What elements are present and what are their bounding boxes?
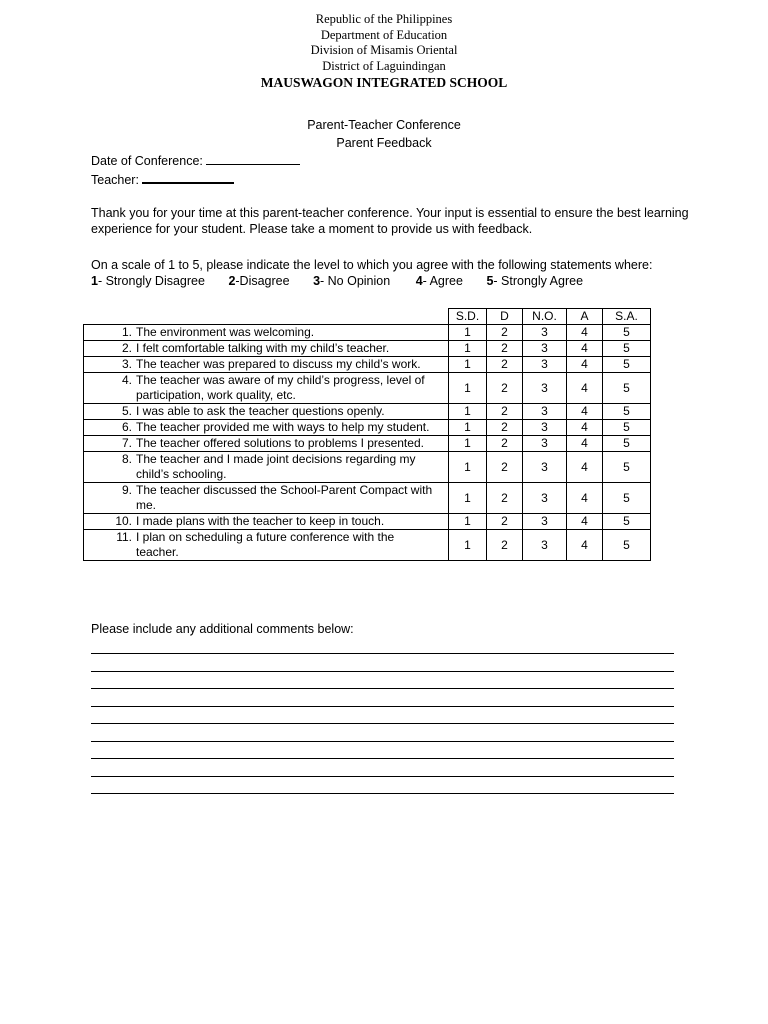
rating-option[interactable]: 5	[603, 483, 651, 514]
rating-option[interactable]: 4	[567, 530, 603, 561]
rating-option[interactable]: 1	[449, 341, 487, 357]
statement-cell	[84, 452, 449, 483]
table-row	[84, 373, 651, 404]
statement-cell	[84, 341, 449, 357]
statement-text: The teacher offered solutions to problems I presented.	[136, 436, 424, 450]
statement-number: 5.	[121, 404, 132, 418]
scale-legend	[91, 273, 603, 289]
rating-option[interactable]: 3	[523, 483, 567, 514]
header-line: Division of Misamis Oriental	[310, 43, 458, 57]
statement-cell	[84, 357, 449, 373]
header-d: D	[487, 309, 523, 325]
statement-text: The teacher provided me with ways to help my student.	[136, 420, 430, 434]
statement-text: I felt comfortable talking with my child’s teacher.	[136, 341, 390, 355]
rating-option[interactable]: 2	[487, 483, 523, 514]
rating-option[interactable]: 2	[487, 373, 523, 404]
statement-cell	[84, 436, 449, 452]
header-line: District of Laguindingan	[322, 58, 446, 73]
rating-option[interactable]: 5	[603, 420, 651, 436]
comment-line[interactable]	[91, 793, 674, 794]
rating-option[interactable]: 3	[523, 420, 567, 436]
statement-cell	[84, 325, 449, 341]
rating-option[interactable]: 5	[603, 373, 651, 404]
form-title: Parent-Teacher Conference	[307, 118, 461, 132]
comments-label: Please include any additional comments below:	[91, 622, 354, 636]
rating-option[interactable]: 1	[449, 373, 487, 404]
rating-option[interactable]: 4	[567, 436, 603, 452]
form-titles	[0, 117, 768, 152]
table-row	[84, 514, 651, 530]
rating-option[interactable]: 5	[603, 325, 651, 341]
rating-option[interactable]: 4	[567, 483, 603, 514]
statement-text: The teacher and I made joint decisions regarding my child’s schooling.	[136, 452, 416, 481]
rating-option[interactable]: 3	[523, 404, 567, 420]
table-row	[84, 483, 651, 514]
statement-cell	[84, 530, 449, 561]
table-row	[84, 530, 651, 561]
header-blank-cell	[84, 309, 449, 325]
scale-item: 3- No Opinion	[313, 274, 391, 288]
statement-text: I was able to ask the teacher questions openly.	[136, 404, 385, 418]
table-row	[84, 404, 651, 420]
table-row	[84, 452, 651, 483]
rating-option[interactable]: 3	[523, 341, 567, 357]
rating-option[interactable]: 1	[449, 436, 487, 452]
rating-option[interactable]: 3	[523, 436, 567, 452]
statement-number: 6.	[121, 420, 132, 434]
statement-text: The teacher discussed the School-Parent Compact with me.	[136, 483, 433, 512]
comment-line[interactable]	[91, 653, 674, 654]
rating-option[interactable]: 3	[523, 452, 567, 483]
scale-item: 5- Strongly Agree	[486, 274, 584, 288]
teacher-label: Teacher:	[91, 173, 139, 187]
scale-intro: On a scale of 1 to 5, please indicate the level to which you agree with the following statements where:	[91, 258, 653, 272]
comment-line[interactable]	[91, 741, 674, 742]
scale-item: 1- Strongly Disagree	[91, 274, 205, 288]
rating-option[interactable]: 3	[523, 373, 567, 404]
rating-option[interactable]: 4	[567, 420, 603, 436]
rating-option[interactable]: 4	[567, 514, 603, 530]
letterhead	[0, 12, 768, 91]
school-name: MAUSWAGON INTEGRATED SCHOOL	[260, 75, 508, 90]
table-row	[84, 420, 651, 436]
statement-cell	[84, 373, 449, 404]
statement-number: 10.	[115, 514, 132, 528]
comment-line[interactable]	[91, 776, 674, 777]
rating-option[interactable]: 5	[603, 530, 651, 561]
statement-number: 2.	[121, 341, 132, 355]
comment-line[interactable]	[91, 723, 674, 724]
statement-number: 7.	[121, 436, 132, 450]
table-row	[84, 341, 651, 357]
rating-option[interactable]: 3	[523, 514, 567, 530]
rating-option[interactable]: 4	[567, 373, 603, 404]
table-row	[84, 357, 651, 373]
rating-option[interactable]: 4	[567, 452, 603, 483]
rating-option[interactable]: 4	[567, 341, 603, 357]
comment-line[interactable]	[91, 671, 674, 672]
date-field[interactable]	[91, 152, 300, 169]
rating-option[interactable]: 1	[449, 325, 487, 341]
statement-number: 3.	[121, 357, 132, 371]
scale-item: 4- Agree	[415, 274, 463, 288]
statement-number: 1.	[121, 325, 132, 339]
statement-cell	[84, 483, 449, 514]
rating-option[interactable]: 1	[449, 357, 487, 373]
statement-cell	[84, 420, 449, 436]
feedback-table	[83, 308, 651, 561]
header-a: A	[567, 309, 603, 325]
statement-text: I made plans with the teacher to keep in touch.	[136, 514, 385, 528]
rating-option[interactable]: 5	[603, 452, 651, 483]
header-sa: S.A.	[603, 309, 651, 325]
statement-text: The environment was welcoming.	[136, 325, 315, 339]
rating-option[interactable]: 5	[603, 357, 651, 373]
rating-option[interactable]: 2	[487, 452, 523, 483]
statement-cell	[84, 404, 449, 420]
statement-text: The teacher was aware of my child’s progress, level of participation, work quality, etc.	[136, 373, 425, 402]
header-line: Republic of the Philippines	[315, 12, 453, 26]
statement-number: 4.	[121, 373, 132, 387]
rating-option[interactable]: 4	[567, 404, 603, 420]
rating-option[interactable]: 1	[449, 452, 487, 483]
table-header-row	[84, 309, 651, 325]
rating-option[interactable]: 2	[487, 341, 523, 357]
rating-option[interactable]: 1	[449, 483, 487, 514]
intro-paragraph: Thank you for your time at this parent-teacher conference. Your input is essential to ensure the best learning experience for your student. Please take a moment to provide us with feedback.	[91, 206, 689, 236]
comment-line[interactable]	[91, 688, 674, 689]
statement-text: The teacher was prepared to discuss my child’s work.	[136, 357, 421, 371]
rating-option[interactable]: 2	[487, 514, 523, 530]
header-sd: S.D.	[449, 309, 487, 325]
rating-option[interactable]: 5	[603, 404, 651, 420]
rating-option[interactable]: 2	[487, 436, 523, 452]
rating-option[interactable]: 1	[449, 404, 487, 420]
header-no: N.O.	[523, 309, 567, 325]
rating-option[interactable]: 2	[487, 530, 523, 561]
rating-option[interactable]: 3	[523, 325, 567, 341]
statement-number: 9.	[121, 483, 132, 497]
comment-line[interactable]	[91, 758, 674, 759]
table-row	[84, 436, 651, 452]
teacher-field[interactable]	[91, 170, 234, 188]
rating-option[interactable]: 5	[603, 436, 651, 452]
date-blank-line[interactable]	[206, 152, 300, 165]
rating-option[interactable]: 1	[449, 420, 487, 436]
statement-text: I plan on scheduling a future conference with the teacher.	[136, 530, 395, 559]
table-row	[84, 325, 651, 341]
rating-option[interactable]: 2	[487, 420, 523, 436]
rating-option[interactable]: 5	[603, 341, 651, 357]
rating-option[interactable]: 3	[523, 357, 567, 373]
statement-number: 8.	[121, 452, 132, 466]
rating-option[interactable]: 4	[567, 357, 603, 373]
date-label: Date of Conference:	[91, 154, 203, 168]
statement-cell	[84, 514, 449, 530]
rating-option[interactable]: 4	[567, 325, 603, 341]
rating-option[interactable]: 5	[603, 514, 651, 530]
rating-option[interactable]: 2	[487, 357, 523, 373]
scale-item: 2-Disagree	[228, 274, 290, 288]
statement-number: 11.	[116, 530, 132, 544]
rating-option[interactable]: 1	[449, 514, 487, 530]
comment-line[interactable]	[91, 706, 674, 707]
rating-option[interactable]: 3	[523, 530, 567, 561]
form-subtitle: Parent Feedback	[336, 135, 432, 150]
rating-option[interactable]: 1	[449, 530, 487, 561]
rating-option[interactable]: 2	[487, 404, 523, 420]
teacher-blank-line[interactable]	[142, 170, 234, 184]
rating-option[interactable]: 2	[487, 325, 523, 341]
header-line: Department of Education	[320, 27, 448, 42]
